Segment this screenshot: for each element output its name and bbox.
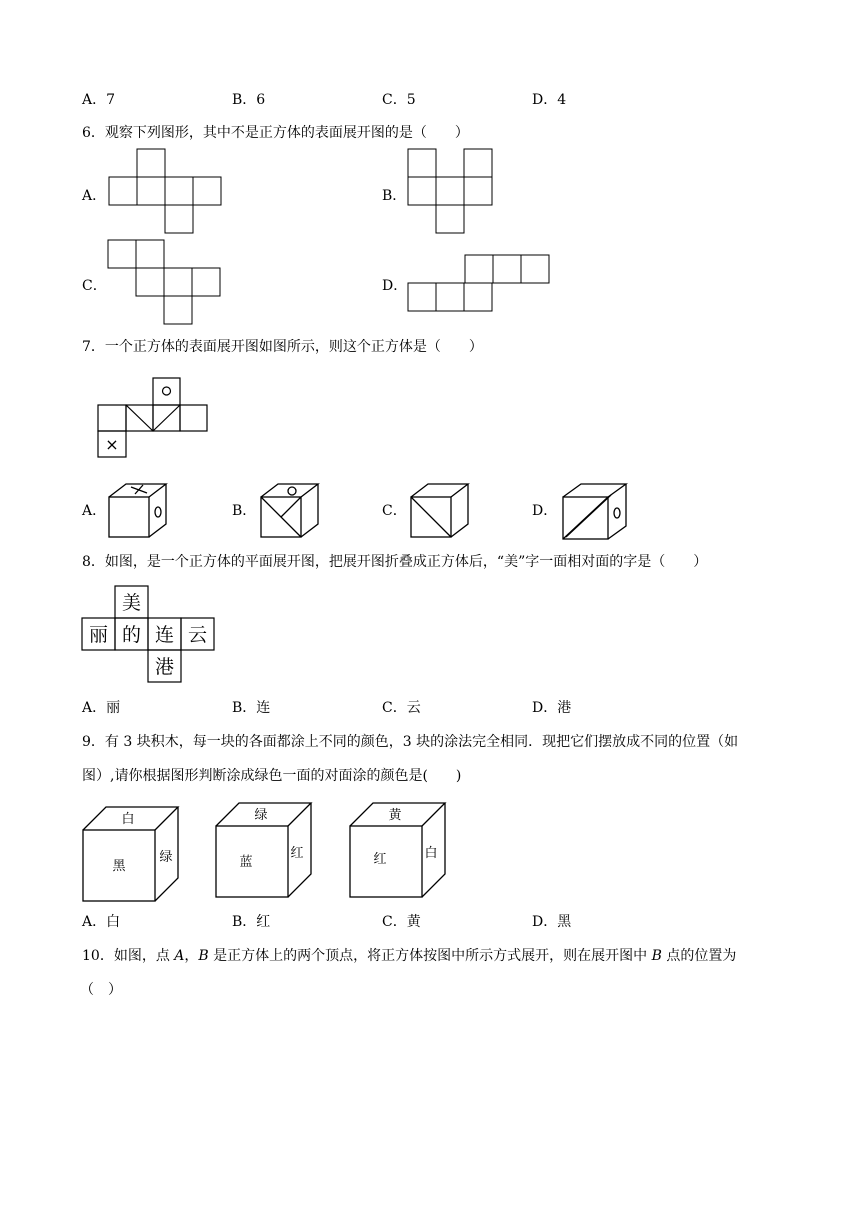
- q7-stem: 7．一个正方体的表面展开图如图所示，则这个正方体是（ ）: [82, 339, 483, 355]
- q5-option-d[interactable]: D．4: [532, 92, 567, 108]
- q8-stem: 8．如图，是一个正方体的平面展开图，把展开图折叠成正方体后，“美”字一面相对面的字是（ ）: [82, 554, 708, 570]
- q8-face-lian: 连: [154, 624, 175, 646]
- q8-face-yun: 云: [187, 624, 208, 646]
- q6-stem: 6．观察下列图形，其中不是正方体的表面展开图的是（ ）: [82, 125, 469, 141]
- q9-option-c[interactable]: C．黄: [382, 914, 421, 930]
- q6-label-d[interactable]: D．: [382, 278, 408, 294]
- q7-label-d[interactable]: D．: [532, 503, 558, 519]
- q8-face-gang: 港: [154, 656, 175, 678]
- q7-cube-d: [555, 480, 635, 542]
- q6-label-c[interactable]: C．: [82, 278, 107, 294]
- q10-stem-pre: 10．如图，点: [82, 948, 175, 964]
- q7-cube-c: [405, 480, 477, 542]
- q8-option-d[interactable]: D．港: [532, 700, 572, 716]
- q7-label-a[interactable]: A．: [82, 503, 107, 519]
- q8-option-c[interactable]: C．云: [382, 700, 421, 716]
- q7-label-b[interactable]: B．: [232, 503, 257, 519]
- q7-cube-b: [255, 480, 327, 542]
- q9-cube-3-front: 红: [373, 852, 387, 867]
- q5-option-a[interactable]: A．7: [82, 92, 116, 108]
- q8-net: [80, 584, 220, 688]
- q6-label-b[interactable]: B．: [382, 188, 407, 204]
- q9-cube-1-top: 白: [121, 812, 135, 827]
- q10-stem-line1: [82, 947, 736, 965]
- q6-net-c: [105, 238, 225, 328]
- q8-option-a[interactable]: A．丽: [82, 700, 121, 716]
- q9-cube-2-side: 红: [290, 846, 304, 861]
- q10-point-a: A: [174, 948, 185, 964]
- q7-cube-a: [105, 480, 177, 542]
- q8-face-de: 的: [121, 624, 142, 646]
- q9-option-b[interactable]: B．红: [232, 914, 271, 930]
- q10-stem-mid: 是正方体上的两个顶点，将正方体按图中所示方式展开，则在展开图中: [208, 948, 652, 964]
- q9-option-d[interactable]: D．黑: [532, 914, 572, 930]
- q8-option-b[interactable]: B．连: [232, 700, 271, 716]
- q9-cube-1-front: 黑: [112, 859, 126, 874]
- q9-cube-3-top: 黄: [388, 808, 402, 823]
- q7-net-x-mark: ×: [105, 435, 119, 454]
- q5-option-b[interactable]: B．6: [232, 92, 266, 108]
- q9-cube-2-front: 蓝: [239, 855, 253, 870]
- q8-face-li: 丽: [88, 624, 109, 646]
- q10-stem-line2: （ ）: [80, 982, 122, 998]
- q9-cube-2: [213, 800, 315, 900]
- q9-stem-line2: 图）,请你根据图形判断涂成绿色一面的对面涂的颜色是( ): [82, 768, 462, 784]
- q9-cube-3-side: 白: [424, 846, 438, 861]
- q7-label-c[interactable]: C．: [382, 503, 407, 519]
- q6-net-b: [405, 148, 497, 238]
- q9-cube-2-top: 绿: [254, 808, 268, 823]
- q10-stem-post: 点的位置为: [661, 948, 737, 964]
- q9-stem-line1: 9．有 3 块积木，每一块的各面都涂上不同的颜色，3 块的涂法完全相同．现把它们摆放成不同的位置（如: [82, 734, 739, 750]
- q6-net-d: [405, 252, 555, 316]
- q9-cube-1-side: 绿: [159, 850, 173, 865]
- q9-cube-1: [80, 804, 182, 904]
- q6-net-a: [105, 148, 225, 238]
- q7-net: [95, 375, 210, 460]
- q5-option-c[interactable]: C．5: [382, 92, 416, 108]
- q6-label-a[interactable]: A．: [82, 188, 107, 204]
- q8-face-mei: 美: [121, 592, 142, 614]
- q10-point-b-net: B: [651, 948, 662, 964]
- q10-comma: ，: [184, 948, 199, 964]
- q9-cube-3: [347, 800, 449, 900]
- q10-point-b: B: [198, 948, 209, 964]
- q9-option-a[interactable]: A．白: [82, 914, 121, 930]
